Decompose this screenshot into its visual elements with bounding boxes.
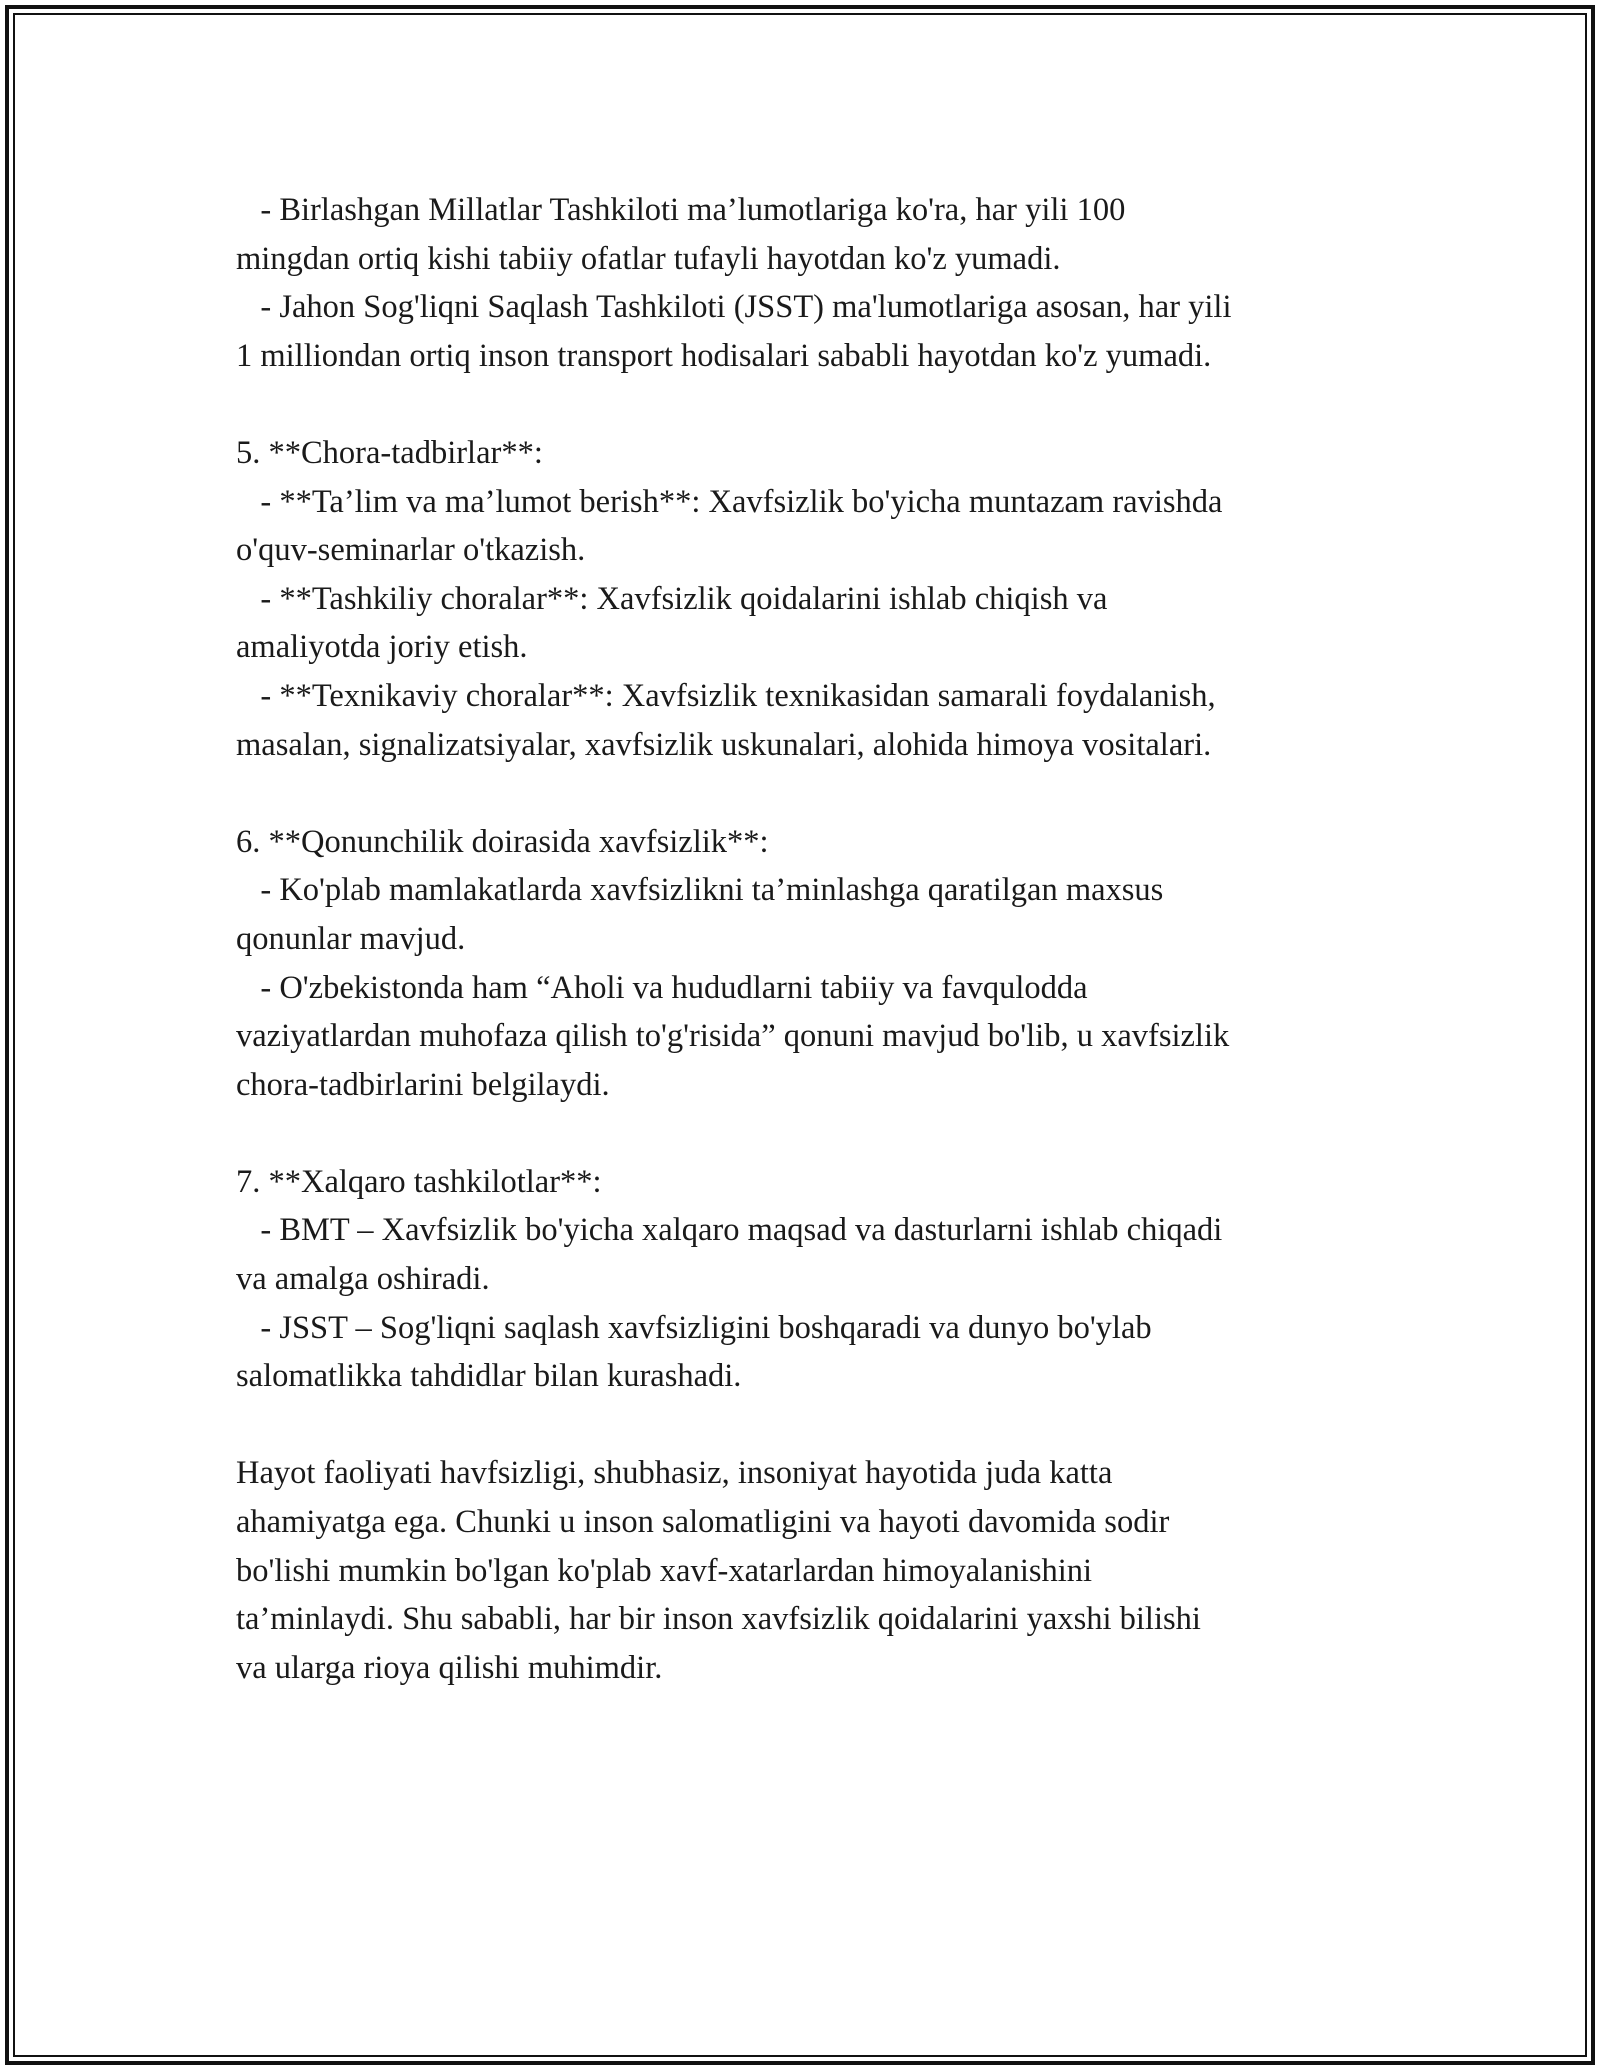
text-line: ta’minlaydi. Shu sababli, har bir inson xavfsizlik qoidalarini yaxshi bilishi (236, 1601, 1201, 1638)
text-line: va ularga rioya qilishi muhimdir. (236, 1649, 663, 1686)
text-line: - Birlashgan Millatlar Tashkiloti ma’lumotlariga ko'ra, har yili 100 (236, 192, 1126, 228)
text-line: qonunlar mavjud. (236, 920, 466, 957)
conclusion-paragraph (236, 1449, 1386, 1692)
text-line: - Jahon Sog'liqni Saqlash Tashkiloti (JSST) ma'lumotlariga asosan, har yili (236, 289, 1232, 326)
text-line: - JSST – Sog'liqni saqlash xavfsizligini boshqaradi va dunyo bo'ylab (236, 1309, 1152, 1346)
text-line: vaziyatlardan muhofaza qilish to'g'risida” qonuni mavjud bo'lib, u xavfsizlik (236, 1018, 1230, 1055)
text-line: - BMT – Xavfsizlik bo'yicha xalqaro maqsad va dasturlarni ishlab chiqadi (236, 1212, 1223, 1249)
statistics-paragraph (236, 186, 1386, 380)
text-line: amaliyotda joriy etish. (236, 629, 528, 666)
paragraph-gap (236, 769, 1386, 818)
document-body (236, 186, 1386, 1692)
text-line: - **Ta’lim va ma’lumot berish**: Xavfsizlik bo'yicha muntazam ravishda (236, 483, 1223, 520)
text-line: chora-tadbirlarini belgilaydi. (236, 1066, 610, 1103)
text-line: o'quv-seminarlar o'tkazish. (236, 532, 586, 569)
text-line: masalan, signalizatsiyalar, xavfsizlik uskunalari, alohida himoya vositalari. (236, 726, 1212, 763)
section-5-measures (236, 429, 1386, 769)
text-line: Hayot faoliyati havfsizligi, shubhasiz, insoniyat hayotida juda katta (236, 1455, 1113, 1492)
text-line: - **Texnikaviy choralar**: Xavfsizlik texnikasidan samarali foydalanish, (236, 677, 1216, 714)
paragraph-gap (236, 380, 1386, 429)
section-heading: 5. **Chora-tadbirlar**: (236, 434, 543, 471)
paragraph-gap (236, 1401, 1386, 1450)
text-line: 1 milliondan ortiq inson transport hodisalari sababli hayotdan ko'z yumadi. (236, 337, 1212, 374)
text-line: - Ko'plab mamlakatlarda xavfsizlikni ta’minlashga qaratilgan maxsus (236, 872, 1164, 909)
text-line: salomatlikka tahdidlar bilan kurashadi. (236, 1358, 742, 1395)
paragraph-gap (236, 1109, 1386, 1158)
text-line: - **Tashkiliy choralar**: Xavfsizlik qoidalarini ishlab chiqish va (236, 580, 1108, 617)
section-heading: 6. **Qonunchilik doirasida xavfsizlik**: (236, 823, 769, 860)
section-heading: 7. **Xalqaro tashkilotlar**: (236, 1163, 602, 1200)
text-line: ahamiyatga ega. Chunki u inson salomatligini va hayoti davomida sodir (236, 1504, 1170, 1541)
text-line: - O'zbekistonda ham “Aholi va hududlarni tabiiy va favqulodda (236, 969, 1088, 1006)
text-line: mingdan ortiq kishi tabiiy ofatlar tufayli hayotdan ko'z yumadi. (236, 240, 1061, 277)
text-line: bo'lishi mumkin bo'lgan ko'plab xavf-xatarlardan himoyalanishini (236, 1552, 1093, 1589)
text-line: va amalga oshiradi. (236, 1261, 490, 1298)
section-7-international (236, 1158, 1386, 1401)
section-6-legislation (236, 818, 1386, 1110)
